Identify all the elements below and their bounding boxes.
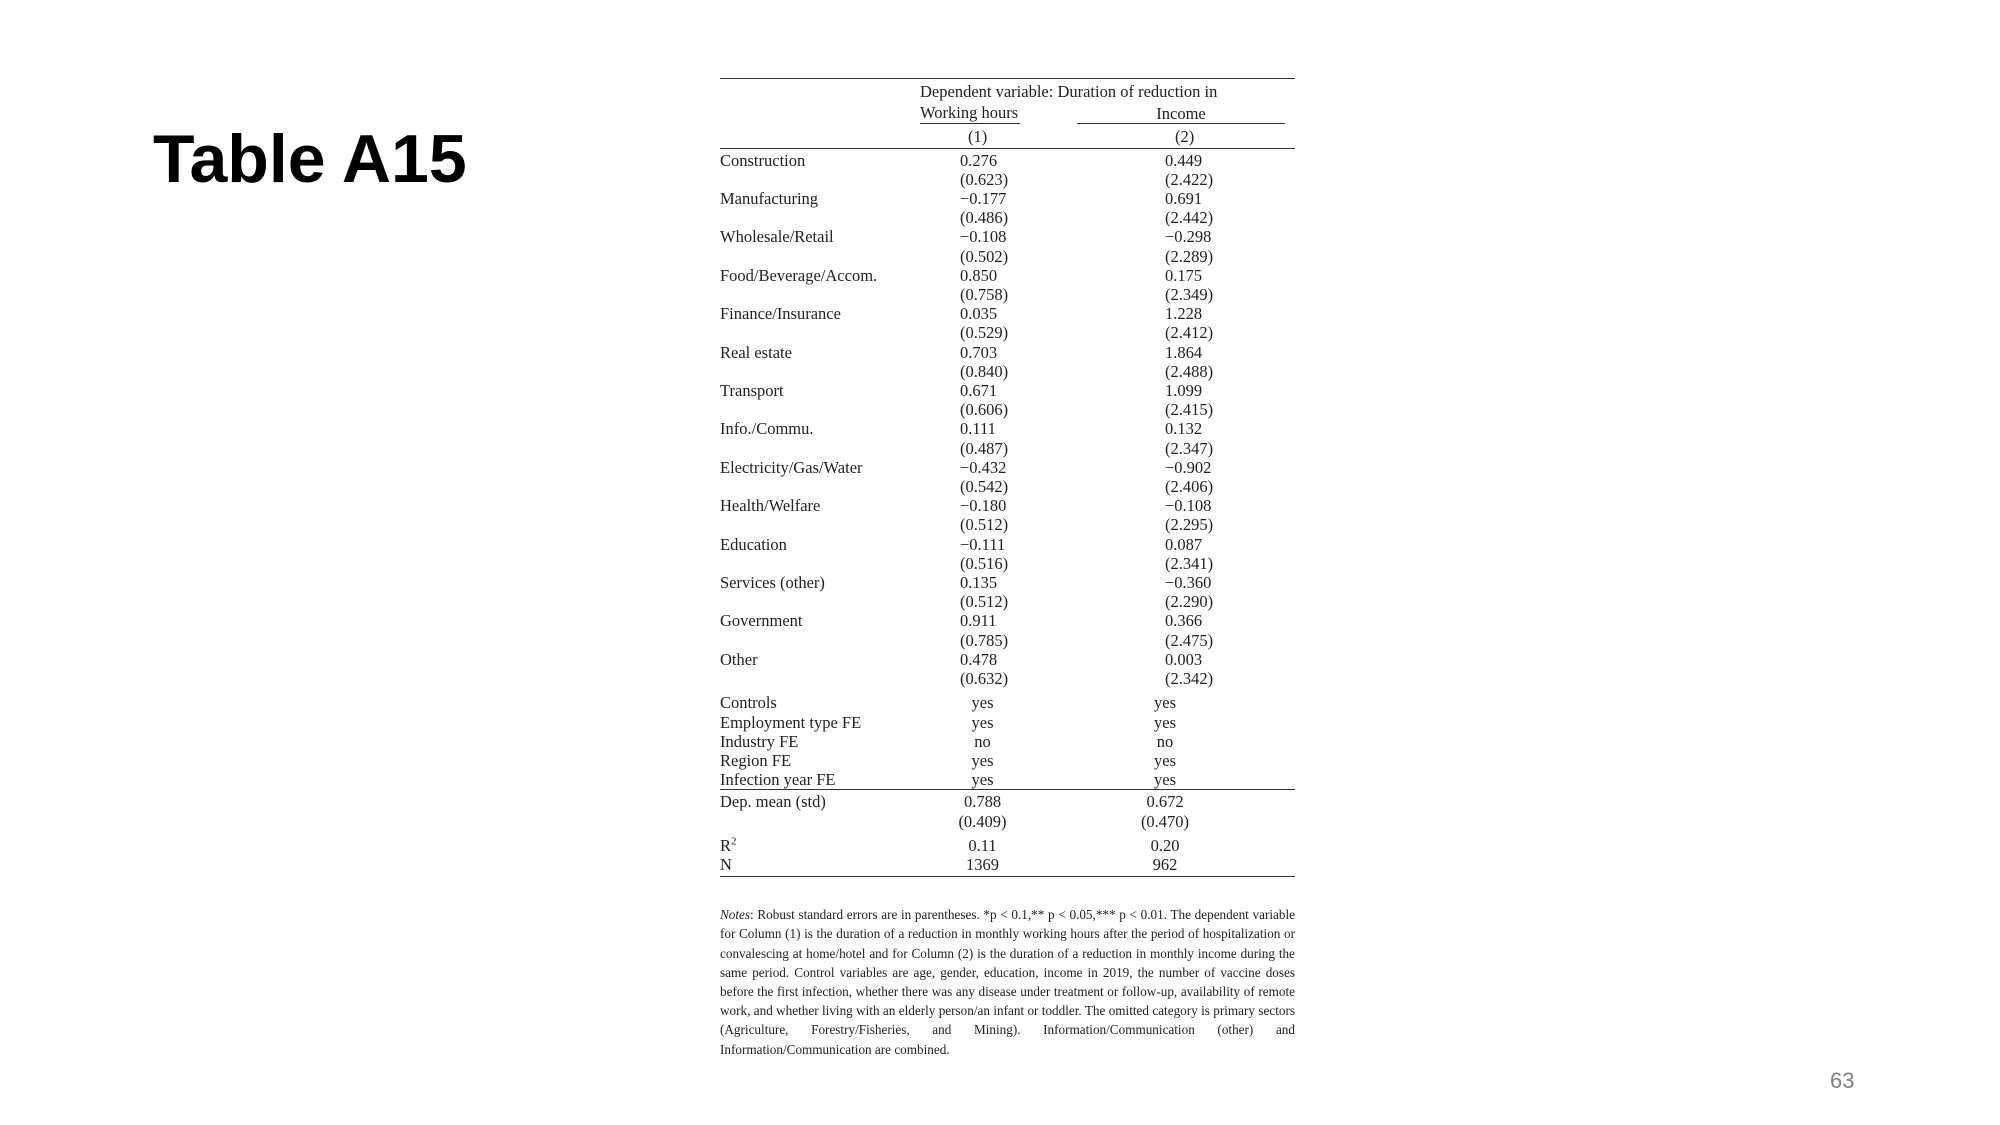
row-label: Info./Commu. — [720, 419, 814, 439]
dep-var-header: Dependent variable: Duration of reduction in — [920, 82, 1218, 101]
row-label: Other — [720, 649, 758, 669]
control-col2: yes — [1154, 693, 1176, 713]
se-col1: (0.606) — [960, 400, 1009, 420]
coef-col2: −0.360 — [1165, 573, 1212, 593]
row-label-blank — [720, 400, 920, 419]
header-row-depvar — [720, 79, 1295, 102]
coef-col2: −0.902 — [1165, 457, 1212, 477]
dep-std-col2: (0.470) — [1140, 811, 1190, 831]
row-label: Wholesale/Retail — [720, 227, 834, 247]
control-col2: yes — [1154, 750, 1176, 770]
se-row — [720, 400, 1295, 419]
coef-col2: 0.087 — [1165, 534, 1203, 554]
coef-row — [720, 573, 1295, 592]
control-label: Industry FE — [720, 731, 799, 751]
coef-col1: 0.703 — [960, 342, 998, 362]
coef-row — [720, 650, 1295, 669]
coef-col2: −0.108 — [1165, 496, 1212, 516]
control-row — [720, 713, 1295, 732]
coef-col1: −0.111 — [960, 534, 1006, 554]
se-col1: (0.529) — [960, 323, 1009, 343]
coef-col1: 0.478 — [960, 649, 998, 669]
col-header-working-hours: Working hours — [920, 103, 1020, 124]
r2-label-text: R — [720, 835, 732, 855]
row-label-blank — [720, 631, 920, 650]
se-col1: (0.512) — [960, 592, 1009, 612]
se-col2: (2.442) — [1165, 208, 1214, 228]
row-label-blank — [720, 285, 920, 304]
control-label: Region FE — [720, 750, 792, 770]
header-row-columns — [720, 101, 1295, 124]
control-col1: yes — [971, 750, 994, 770]
coef-row — [720, 381, 1295, 400]
page-number: 63 — [1830, 1068, 1855, 1093]
row-label-blank — [720, 170, 920, 189]
se-col1: (0.840) — [960, 361, 1009, 381]
control-col2: yes — [1065, 770, 1295, 790]
se-col1: (0.758) — [960, 285, 1009, 305]
r2-col1: 0.11 — [968, 835, 997, 855]
table-notes — [720, 905, 1295, 1059]
coef-col2: 0.132 — [1165, 419, 1203, 439]
se-col1: (0.487) — [960, 438, 1009, 458]
coef-col1: 0.911 — [960, 611, 997, 631]
col-header-income: Income — [1077, 104, 1285, 124]
r2-col2: 0.20 — [1150, 835, 1180, 855]
se-row — [720, 477, 1295, 496]
control-col2: no — [1156, 731, 1174, 751]
row-label-blank — [720, 554, 920, 573]
se-row — [720, 515, 1295, 534]
se-col1: (0.542) — [960, 477, 1009, 497]
coef-col2: −0.298 — [1165, 227, 1212, 247]
row-label-blank — [720, 247, 920, 266]
coef-col2: 0.003 — [1165, 649, 1203, 669]
control-row — [720, 688, 1295, 712]
se-col2: (2.341) — [1165, 553, 1214, 573]
coef-row — [720, 419, 1295, 438]
se-col2: (2.349) — [1165, 285, 1214, 305]
se-row — [720, 439, 1295, 458]
se-col1: (0.516) — [960, 553, 1009, 573]
coef-col2: 0.691 — [1165, 189, 1203, 209]
dep-mean-row — [720, 790, 1295, 812]
se-col2: (2.295) — [1165, 515, 1214, 535]
coef-row — [720, 148, 1295, 170]
se-row — [720, 323, 1295, 342]
coef-row — [720, 496, 1295, 515]
control-row — [720, 770, 1295, 790]
se-col1: (0.512) — [960, 515, 1009, 535]
coef-row — [720, 189, 1295, 208]
notes-text: : Robust standard errors are in parentheses. *p < 0.1,** p < 0.05,*** p < 0.01. The dependent variable for Column (1) is the duration of a reduction in monthly working hours after the period of hospitalization or convalescing at home/hotel and for Column (2) is the duration of a reduction in monthly income during the same period. Control variables are age, gender, education, income in 2019, the number of vaccine doses before the first infection, whether there was any disease under treatment or follow-up, availability of remote work, and whether living with an elderly person/an infant or toddler. The omitted category is primary sectors (Agriculture, Forestry/Fisheries, and Mining). Information/Communication (other) and Information/Communication are combined. — [720, 907, 1295, 1057]
coef-col2: 0.449 — [1165, 150, 1203, 170]
control-col1: no — [974, 731, 991, 751]
coef-col2: 0.366 — [1165, 611, 1203, 631]
r2-row — [720, 831, 1295, 855]
col-number-1: (1) — [920, 124, 1065, 148]
row-label: Finance/Insurance — [720, 304, 841, 324]
control-col1: yes — [971, 712, 994, 732]
se-col1: (0.785) — [960, 630, 1009, 650]
coef-row — [720, 343, 1295, 362]
se-col2: (2.488) — [1165, 361, 1214, 381]
coef-row — [720, 458, 1295, 477]
row-label-blank — [720, 208, 920, 227]
coef-col1: 0.111 — [960, 419, 996, 439]
control-row — [720, 751, 1295, 770]
se-col1: (0.502) — [960, 246, 1009, 266]
r2-superscript: 2 — [731, 835, 737, 848]
dep-std-row — [720, 812, 1295, 831]
se-col2: (2.475) — [1165, 630, 1214, 650]
row-label-blank — [720, 477, 920, 496]
row-label-blank — [720, 669, 920, 688]
row-label: Real estate — [720, 342, 792, 362]
se-col2: (2.412) — [1165, 323, 1214, 343]
coef-row — [720, 611, 1295, 630]
regression-table-container — [720, 78, 1295, 1059]
coef-col1: 0.276 — [960, 150, 998, 170]
control-row — [720, 732, 1295, 751]
row-label: Food/Beverage/Accom. — [720, 265, 878, 285]
se-col2: (2.347) — [1165, 438, 1214, 458]
se-col2: (2.290) — [1165, 592, 1214, 612]
se-col2: (2.289) — [1165, 246, 1214, 266]
row-label: Transport — [720, 381, 784, 401]
coef-col1: 0.850 — [960, 265, 998, 285]
se-col2: (2.422) — [1165, 169, 1214, 189]
se-col2: (2.415) — [1165, 400, 1214, 420]
control-label: Controls — [720, 693, 777, 713]
row-label-blank — [720, 323, 920, 342]
coef-col2: 1.864 — [1165, 342, 1203, 362]
row-label: Health/Welfare — [720, 496, 821, 516]
coef-col1: 0.035 — [960, 304, 998, 324]
coef-col1: −0.177 — [960, 189, 1007, 209]
dep-mean-label: Dep. mean (std) — [720, 790, 920, 812]
coef-col1: −0.180 — [960, 496, 1007, 516]
se-col2: (2.342) — [1165, 669, 1214, 689]
se-col2: (2.406) — [1165, 477, 1214, 497]
coef-row — [720, 266, 1295, 285]
control-label: Infection year FE — [720, 770, 920, 790]
coef-col2: 1.099 — [1165, 381, 1203, 401]
control-col1: yes — [971, 693, 994, 713]
row-label-blank — [720, 439, 920, 458]
se-row — [720, 631, 1295, 650]
header-row-numbers — [720, 124, 1295, 148]
row-label-blank — [720, 812, 920, 831]
r2-label — [720, 831, 920, 855]
row-label: Electricity/Gas/Water — [720, 457, 863, 477]
row-label-blank — [720, 592, 920, 611]
se-row — [720, 208, 1295, 227]
dep-mean-col1: 0.788 — [920, 790, 1065, 812]
row-label: Services (other) — [720, 573, 825, 593]
row-label: Manufacturing — [720, 189, 819, 209]
coef-row — [720, 535, 1295, 554]
se-col1: (0.632) — [960, 669, 1009, 689]
coef-col1: −0.432 — [960, 457, 1007, 477]
n-col2: 962 — [1065, 855, 1295, 877]
coef-col1: 0.671 — [960, 381, 998, 401]
row-label: Government — [720, 611, 803, 631]
se-col1: (0.623) — [960, 169, 1009, 189]
col-number-2: (2) — [1065, 124, 1295, 148]
control-col1: yes — [920, 770, 1065, 790]
coef-col1: 0.135 — [960, 573, 998, 593]
coef-col1: −0.108 — [960, 227, 1007, 247]
se-row — [720, 170, 1295, 189]
se-row — [720, 247, 1295, 266]
n-row — [720, 855, 1295, 877]
row-label-blank — [720, 515, 920, 534]
coef-col2: 1.228 — [1165, 304, 1203, 324]
se-col1: (0.486) — [960, 208, 1009, 228]
se-row — [720, 362, 1295, 381]
se-row — [720, 592, 1295, 611]
regression-table — [720, 78, 1295, 877]
coef-row — [720, 304, 1295, 323]
slide-title: Table A15 — [153, 121, 467, 197]
control-label: Employment type FE — [720, 712, 862, 732]
row-label: Education — [720, 534, 787, 554]
dep-std-col1: (0.409) — [958, 811, 1007, 831]
se-row — [720, 669, 1295, 688]
se-row — [720, 285, 1295, 304]
n-label: N — [720, 855, 920, 877]
coef-col2: 0.175 — [1165, 265, 1203, 285]
notes-lead: Notes — [720, 907, 751, 923]
coef-row — [720, 227, 1295, 246]
n-col1: 1369 — [920, 855, 1065, 877]
control-col2: yes — [1154, 712, 1176, 732]
row-label: Construction — [720, 150, 806, 170]
se-row — [720, 554, 1295, 573]
dep-mean-col2: 0.672 — [1065, 790, 1295, 812]
row-label-blank — [720, 362, 920, 381]
